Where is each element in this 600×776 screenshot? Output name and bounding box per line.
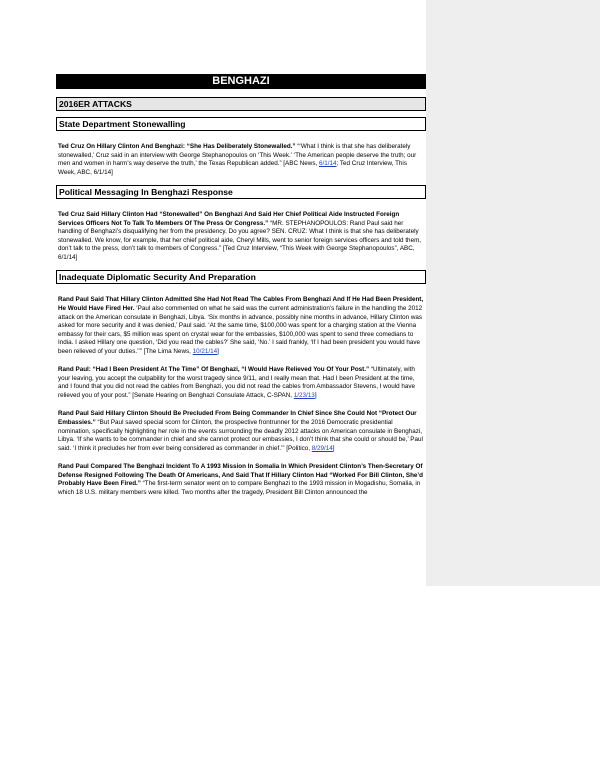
page-title: BENGHAZI <box>56 74 426 89</box>
entry-tail: ] <box>314 391 317 399</box>
entry-paragraph <box>56 143 426 177</box>
entry-text: “But Paul saved special scorn for Clinton, the prospective frontrunner for the 2016 Democratic presidential nomination, specifically highlighting her role in the events surrounding the deadly 2012 attacks on American consulate in Benghazi, Libya. ‘If she wants to be commander in chief and she cannot protect our embassies, I don’t think that she could or should be,’ Paul said. ‘I think it precludes her from ever being considered as commander in chief.’” [Politico, <box>58 419 423 452</box>
entry-headline: Rand Paul: “Had I Been President At The Time” Of Benghazi, “I Would Have Relieved You Of Your Post.” <box>58 366 370 374</box>
subsection-heading-stonewalling: State Department Stonewalling <box>56 117 426 131</box>
entry-text: “The first-term senator went on to compare Benghazi to the 1993 mission in Mogadishu, Somalia, in which 18 U.S. military members were killed. Two months after the tragedy, President Bill Clinton announced the <box>58 480 421 496</box>
entry-paragraph <box>56 366 426 400</box>
source-link[interactable]: 10/21/14 <box>192 347 218 355</box>
source-link[interactable]: 8/29/14 <box>311 444 333 452</box>
source-link[interactable]: 1/23/13 <box>293 391 315 399</box>
entry-tail: ] <box>332 444 335 452</box>
subsection-heading-diplomatic-security: Inadequate Diplomatic Security And Preparation <box>56 270 426 284</box>
entry-text: “MR. STEPHANOPOULOS: Rand Paul said her handling of Benghazi’s disqualifying her from the presidency. Do you agree? SEN. CRUZ: What I think is that she has deliberately stonewalled. We know, for example, that her chief political aide, Cheryl Mills, went to senior foreign services officers and told them, don’t talk to the press, don’t talk to members of Congress.” [Ted Cruz Interview, “This Week with George Stephanopoulos”, ABC, 6/1/14] <box>58 219 422 261</box>
subsection-heading-political-messaging: Political Messaging In Benghazi Response <box>56 185 426 199</box>
entry-headline: Rand Paul Said That Hillary Clinton Admitted She Had Not Read The Cables From Benghazi And If He Had Been President, He Would Have Fired Her. <box>58 296 424 313</box>
entry-headline: Rand Paul Said Hillary Clinton Should Be Precluded From Being Commander In Chief Since She Could Not “Protect Our Embassies.” <box>58 410 417 427</box>
entry-text: “Ultimately, with your leaving, you accept the culpability for the worst tragedy since 9/11, and I really mean that. Had I been President at the time, and I found that you did not read the cables from Benghazi, you did not read the cables from Ambassador Stevens, I would have relieved you of your post.” [Senate Hearing on Benghazi Consulate Attack, C-SPAN, <box>58 366 416 399</box>
entry-text: ‘Paul also commented on what he said was the current administration’s failure in the handling the 2012 attack on the American consulate in Benghazi, Libya. ‘Six months in advance, possibly nine months in advance, Hillary Clinton was asked for more security and it was denied,’ Paul said. ‘At the same time, $100,000 was spent for a charging station at the Vienna embassy for their cars, $5 million was spent on crystal wear for the embassies, $100,000 was spent to send three comedians to India. I asked Hillary one question, ‘Did you read the cables?’ She said, ‘No.’ I said frankly, ‘If I had been president you would have been relieved of your duties.’’” [The Lima News, <box>58 305 423 355</box>
entry-paragraph <box>56 296 426 356</box>
entry-headline: Ted Cruz Said Hillary Clinton Had “Stonewalled” On Benghazi And Said Her Chief Political Aide Instructed Foreign Services Officers Not To Talk To Members Of The Press Or Congress.” <box>58 211 400 227</box>
entry-tail: ; Ted Cruz Interview, This Week, ABC, 6/1/14] <box>58 160 407 176</box>
document-body <box>56 74 426 497</box>
entry-paragraph <box>56 463 426 497</box>
source-link[interactable]: 6/1/14 <box>319 160 337 168</box>
comment-sidebar <box>426 0 600 586</box>
section-heading: 2016ER ATTACKS <box>56 97 426 111</box>
entry-headline: Ted Cruz On Hillary Clinton And Benghazi: “She Has Deliberately Stonewalled.” <box>58 143 296 150</box>
entry-paragraph <box>56 211 426 262</box>
entry-tail: ] <box>217 347 219 355</box>
entry-headline: Rand Paul Compared The Benghazi Incident To A 1993 Mission In Somalia In Which President Clinton’s Then-Secretary Of Defense Resigned Following The Death Of Americans, And Said That If Hillary Clinton Had “Worked For Bill Clinton, She’d Probably Have Been Fired.” <box>58 463 424 488</box>
entry-text: “‘What I think is that she has deliberately stonewalled,’ Cruz said in an interview with George Stephanopoulos on ‘This Week.’ ‘The American people deserve the truth; our men and women in harm’s way deserve the truth,’ the Texas Republican added.” [ABC News, <box>58 143 417 168</box>
entry-paragraph <box>56 410 426 453</box>
